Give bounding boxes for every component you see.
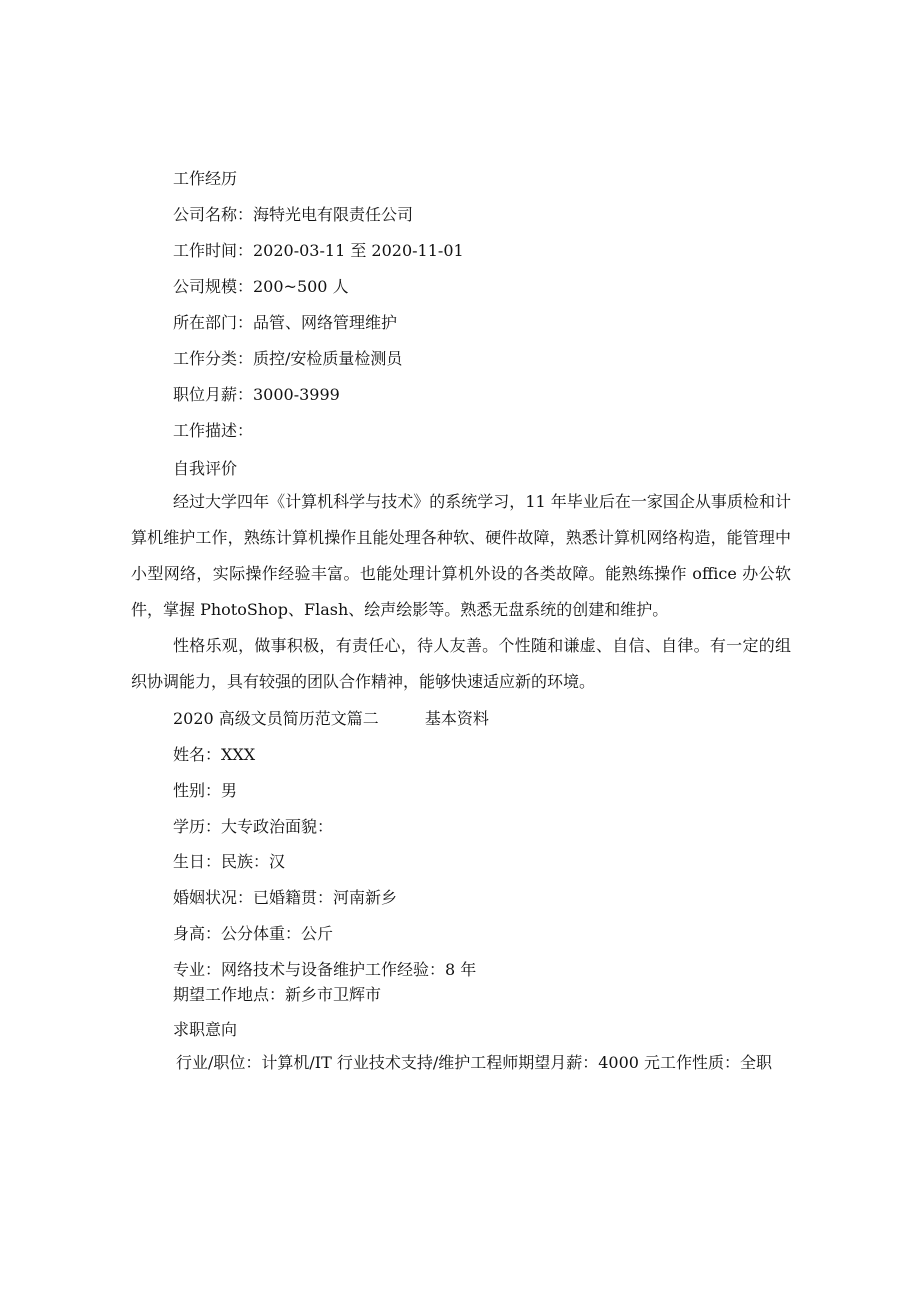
company-scale: 公司规模：200~500 人 [173, 277, 349, 296]
job-intent-heading: 求职意向 [173, 1020, 238, 1039]
self-evaluation-heading: 自我评价 [173, 459, 238, 478]
major-field: 专业：网络技术与设备维护工作经验：8 年 [173, 960, 477, 979]
marital-field: 婚姻状况：已婚籍贯：河南新乡 [173, 888, 398, 907]
resume-two-title-line [173, 709, 489, 729]
resume-two-title: 2020 高级文员简历范文篇二 [173, 709, 379, 728]
work-description-label: 工作描述： [173, 421, 254, 440]
education-field: 学历：大专政治面貌： [173, 817, 334, 836]
company-name: 公司名称：海特光电有限责任公司 [173, 205, 414, 224]
self-evaluation-paragraph-1: 经过大学四年《计算机科学与技术》的系统学习，11 年毕业后在一家国企从事质检和计算机维护工作，熟练计算机操作且能处理各种软、硬件故障，熟悉计算机网络构造，能管理中小型网络，实际操作经验丰富。也能处理计算机外设的各类故障。能熟练操作 office 办公软件，掌握 PhotoShop、Flash、绘声绘影等。熟悉无盘系统的创建和维护。 [131, 492, 791, 619]
job-intent-line: 行业/职位：计算机/IT 行业技术支持/维护工程师期望月薪：4000 元工作性质：全职 [176, 1053, 773, 1072]
basic-info-heading: 基本资料 [424, 709, 489, 728]
birth-field: 生日：民族：汉 [173, 852, 286, 871]
self-evaluation-paragraph-2: 性格乐观，做事积极，有责任心，待人友善。个性随和谦虚、自信、自律。有一定的组织协调能力，具有较强的团队合作精神，能够快速适应新的环境。 [131, 636, 791, 691]
gender-field: 性别：男 [173, 781, 238, 800]
monthly-salary: 职位月薪：3000-3999 [173, 385, 340, 404]
job-category: 工作分类：质控/安检质量检测员 [173, 349, 403, 368]
name-field: 姓名：XXX [173, 745, 256, 764]
work-experience-heading: 工作经历 [173, 169, 238, 188]
department: 所在部门：品管、网络管理维护 [173, 313, 398, 332]
location-field: 期望工作地点：新乡市卫辉市 [173, 985, 382, 1004]
work-period: 工作时间：2020-03-11 至 2020-11-01 [173, 241, 464, 260]
height-field: 身高：公分体重：公斤 [173, 924, 334, 943]
